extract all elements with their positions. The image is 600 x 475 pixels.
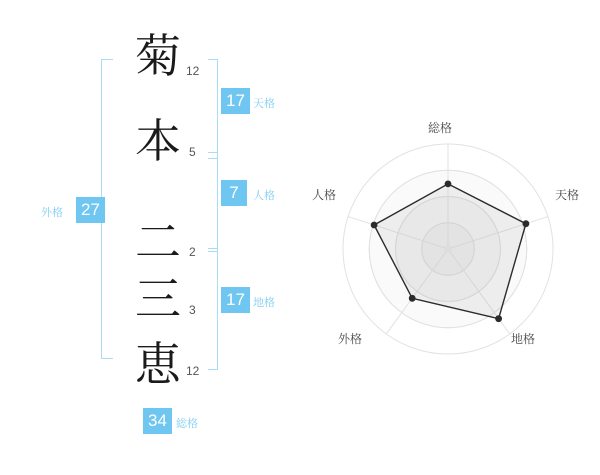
- kanji-char-3: 二: [135, 215, 181, 269]
- bracket-tenkaku: [208, 59, 218, 159]
- stroke-count-3: 2: [189, 245, 196, 259]
- score-label-chikaku: 地格: [253, 297, 275, 309]
- stroke-count-2: 5: [189, 145, 196, 159]
- radar-axis-label-tenkaku: 天格: [555, 188, 580, 202]
- radar-axis-label-gaikaku: 外格: [338, 332, 363, 346]
- score-badge-tenkaku: 17: [221, 88, 250, 114]
- name-stroke-panel: [0, 0, 300, 470]
- bracket-chikaku: [208, 248, 218, 370]
- score-label-soukaku: 総格: [176, 418, 198, 430]
- score-badge-gaikaku: 27: [76, 197, 105, 223]
- kanji-char-1: 菊: [135, 29, 181, 83]
- stroke-count-5: 12: [186, 364, 200, 378]
- score-label-tenkaku: 天格: [253, 98, 275, 110]
- radar-axis-label-jinkaku: 人格: [312, 188, 337, 202]
- bracket-jinkaku: [208, 152, 218, 252]
- kanji-char-5: 恵: [135, 337, 181, 391]
- radar-chart-svg: [300, 0, 600, 470]
- radar-axis-label-chikaku: 地格: [511, 332, 536, 346]
- score-label-gaikaku: 外格: [41, 207, 63, 219]
- score-badge-chikaku: 17: [221, 287, 250, 313]
- stroke-count-4: 3: [189, 303, 196, 317]
- stroke-count-1: 12: [186, 64, 200, 78]
- kanji-char-4: 三: [135, 272, 181, 326]
- score-label-jinkaku: 人格: [253, 190, 275, 202]
- score-badge-soukaku: 34: [143, 408, 172, 434]
- radar-axis-label-soukaku: 総格: [428, 121, 453, 135]
- kanji-char-2: 本: [135, 114, 181, 168]
- score-badge-jinkaku: 7: [221, 180, 247, 206]
- radar-chart: [300, 0, 600, 470]
